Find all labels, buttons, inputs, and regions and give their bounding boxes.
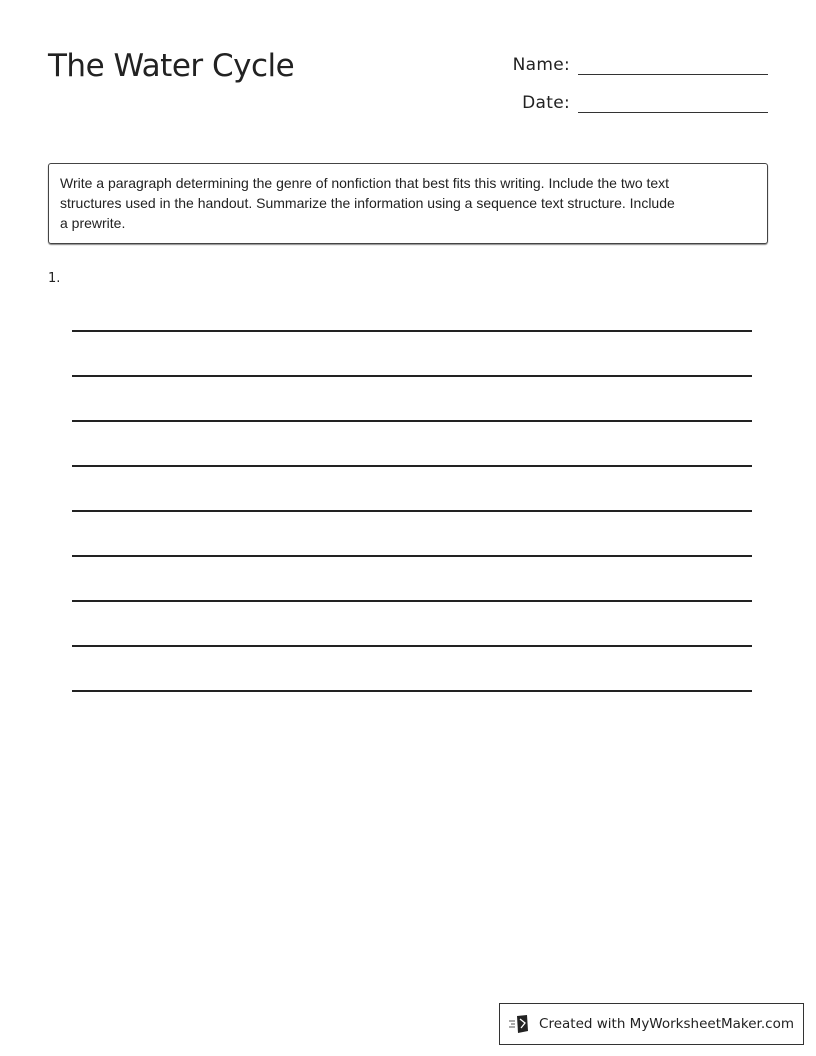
name-field[interactable] — [513, 54, 768, 75]
footer-text: Created with MyWorksheetMaker.com — [539, 1016, 794, 1032]
answer-line[interactable] — [72, 510, 752, 512]
footer-badge — [499, 1003, 804, 1045]
instructions-line: a prewrite. — [60, 215, 126, 231]
answer-line[interactable] — [72, 645, 752, 647]
name-input-line[interactable] — [578, 54, 768, 75]
answer-line[interactable] — [72, 375, 752, 377]
date-label: Date: — [522, 93, 570, 113]
answer-line[interactable] — [72, 420, 752, 422]
instructions-line: structures used in the handout. Summarize the information using a sequence text structure. Include — [60, 195, 675, 211]
instructions-box — [48, 163, 768, 244]
date-field[interactable] — [522, 92, 768, 113]
answer-line[interactable] — [72, 465, 752, 467]
answer-line[interactable] — [72, 330, 752, 332]
answer-line[interactable] — [72, 600, 752, 602]
worksheet-title: The Water Cycle — [48, 48, 295, 84]
instructions-line: Write a paragraph determining the genre of nonfiction that best fits this writing. Include the two text — [60, 175, 670, 191]
answer-line[interactable] — [72, 555, 752, 557]
worksheet-logo-icon — [509, 1014, 531, 1034]
name-label: Name: — [512, 55, 570, 75]
question-number: 1. — [48, 271, 61, 286]
date-input-line[interactable] — [578, 92, 768, 113]
answer-line[interactable] — [72, 690, 752, 692]
